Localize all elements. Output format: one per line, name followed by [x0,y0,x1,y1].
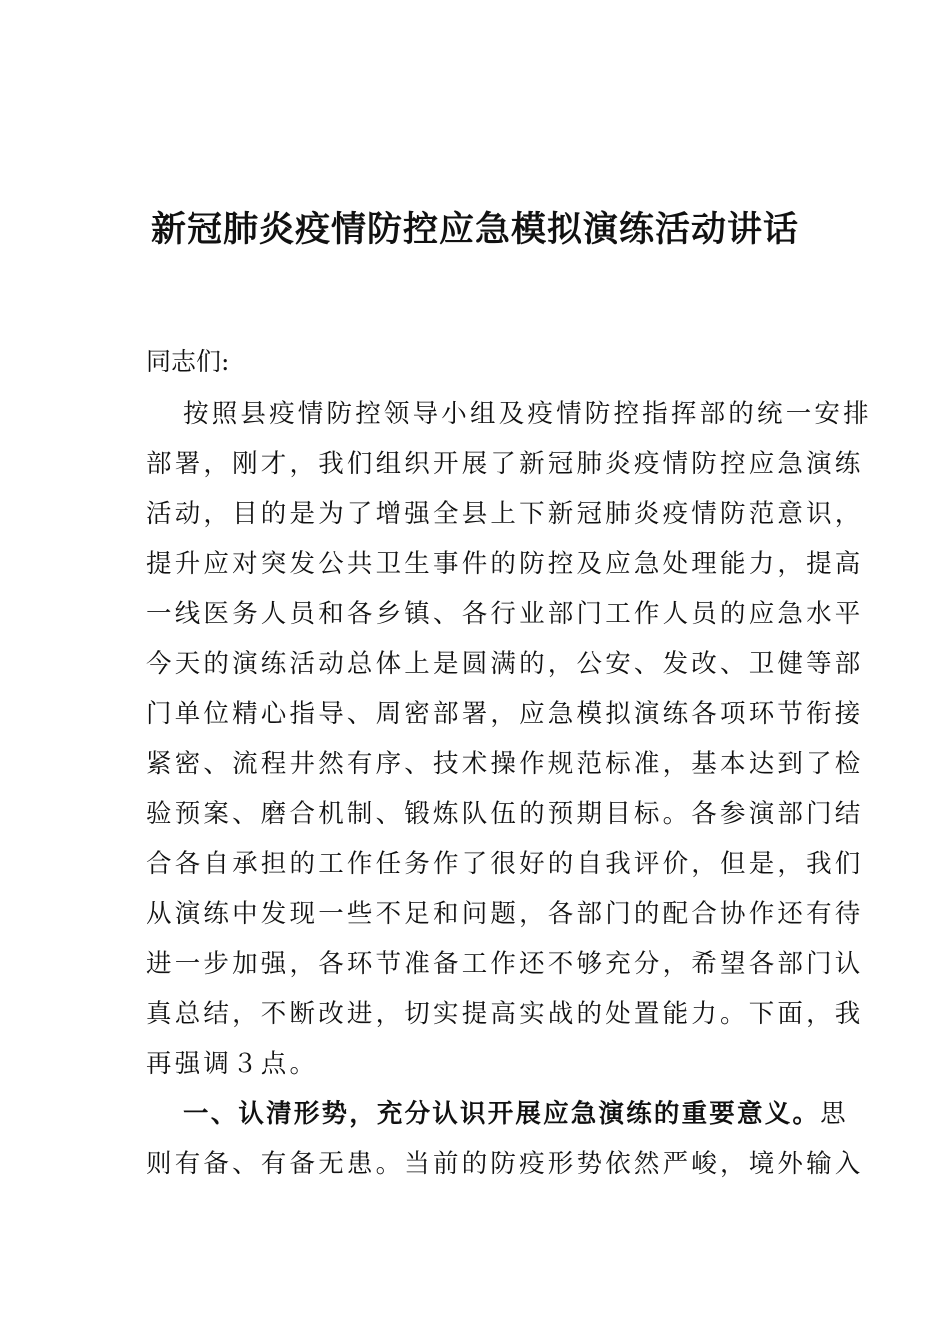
paragraph-line: 紧密、流程井然有序、技术操作规范标准，基本达到了检 [146,749,864,779]
paragraph-line: 验预案、磨合机制、锻炼队伍的预期目标。各参演部门结 [146,799,864,829]
paragraph-line: 真总结，不断改进，切实提高实战的处置能力。下面，我 [146,999,864,1029]
paragraph-line: 进一步加强，各环节准备工作还不够充分，希望各部门认 [146,949,864,979]
paragraph-line: 从演练中发现一些不足和问题，各部门的配合协作还有待 [146,899,864,929]
document-body [146,394,872,1194]
section-heading-tail: 思 [820,1099,848,1129]
paragraph-line: 按照县疫情防控领导小组及疫情防控指挥部的统一安排 [183,399,872,429]
paragraph-line: 再强调３点。 [146,1049,319,1079]
paragraph-line: 合各自承担的工作任务作了很好的自我评价，但是，我们 [146,849,864,879]
paragraph-line: 门单位精心指导、周密部署，应急模拟演练各项环节衔接 [146,699,864,729]
paragraph-line: 部署，刚才，我们组织开展了新冠肺炎疫情防控应急演练 [146,449,864,479]
paragraph-line: 一线医务人员和各乡镇、各行业部门工作人员的应急水平 [146,599,864,629]
paragraph-line: 提升应对突发公共卫生事件的防控及应急处理能力，提高 [146,549,864,579]
document-title: 新冠肺炎疫情防控应急模拟演练活动讲话 [150,209,799,250]
paragraph-line: 活动，目的是为了增强全县上下新冠肺炎疫情防范意识， [146,499,864,529]
paragraph-line: 今天的演练活动总体上是圆满的，公安、发改、卫健等部 [146,649,864,679]
salutation: 同志们: [146,347,230,376]
section-heading-line [146,1094,848,1144]
paragraph-line: 则有备、有备无患。当前的防疫形势依然严峻，境外输入 [146,1149,864,1179]
section-heading: 一、认清形势，充分认识开展应急演练的重要意义。 [183,1099,821,1129]
